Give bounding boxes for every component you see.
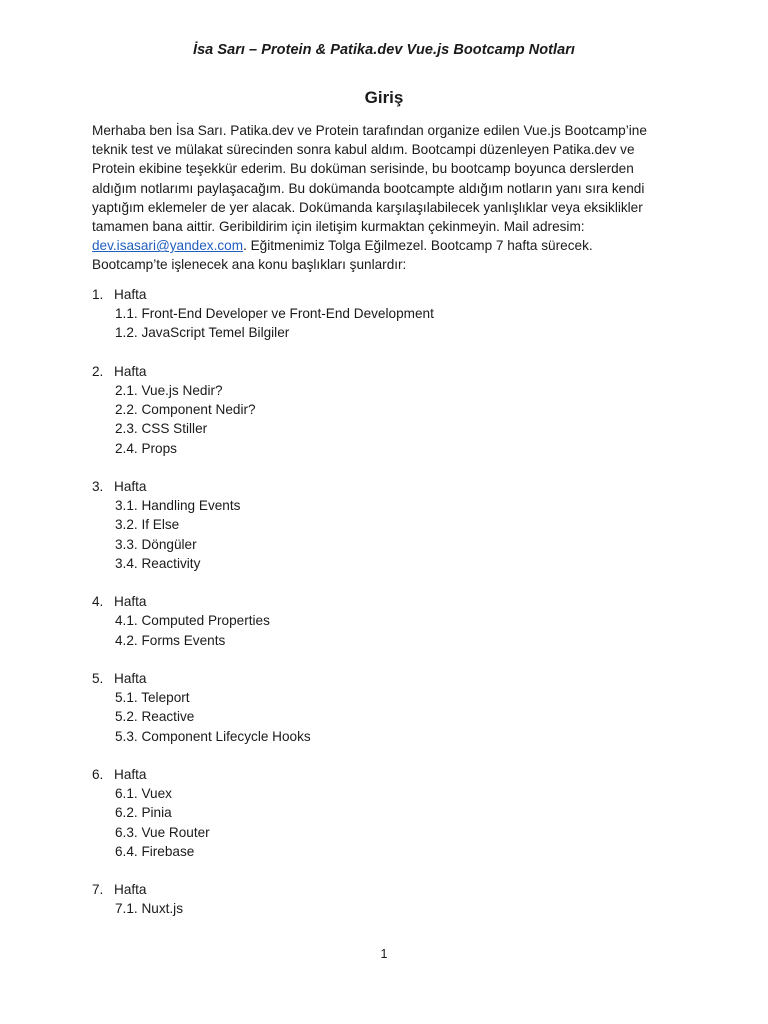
week-number: 3. [92, 479, 104, 494]
email-link[interactable]: dev.isasari@yandex.com [92, 238, 244, 254]
topic-item: 4.1. Computed Properties [115, 613, 270, 629]
topic-item: 6.4. Firebase [115, 843, 195, 859]
topic-item: 6.2. Pinia [115, 805, 172, 821]
week-number: 1. [92, 287, 104, 302]
week-heading [92, 362, 692, 381]
topic-item: 1.2. JavaScript Temel Bilgiler [115, 325, 290, 341]
week-number: 2. [92, 363, 104, 379]
topic-item: 3.4. Reactivity [115, 555, 201, 571]
topic-item: 6.3. Vue Router [115, 824, 210, 840]
topic-item: 5.3. Component Lifecycle Hooks [115, 728, 311, 744]
page-number: 1 [380, 947, 388, 961]
week-item [92, 285, 692, 343]
intro-line-email [92, 236, 692, 255]
intro-paragraph [92, 121, 692, 275]
week-label: Hafta [114, 287, 147, 302]
week-heading [92, 765, 692, 784]
intro-line: tamamen bana aittir. Geribildirim için iletişim kurmaktan çekinmeyin. Mail adresim: [92, 219, 585, 235]
topic-item: 2.2. Component Nedir? [115, 402, 256, 418]
week-heading [92, 880, 692, 899]
week-item [92, 880, 692, 918]
intro-line: Bootcamp’te işlenecek ana konu başlıkları şunlardır: [92, 257, 407, 273]
topic-item: 4.2. Forms Events [115, 632, 226, 648]
week-item [92, 477, 692, 573]
week-label: Hafta [114, 767, 147, 782]
week-label: Hafta [114, 479, 147, 494]
week-label: Hafta [114, 594, 147, 610]
section-title: Giriş [364, 88, 404, 107]
topic-item: 2.3. CSS Stiller [115, 421, 208, 437]
topic-list [92, 285, 692, 938]
intro-line: teknik test ve mülakat sürecinden sonra kabul aldım. Bootcampi düzenleyen Patika.dev ve [92, 142, 635, 158]
week-item [92, 592, 692, 650]
week-item [92, 362, 692, 458]
topic-item: 3.3. Döngüler [115, 536, 197, 552]
topic-item: 2.1. Vue.js Nedir? [115, 383, 223, 398]
topic-item: 5.2. Reactive [115, 709, 195, 725]
week-heading [92, 285, 692, 304]
week-item [92, 669, 692, 746]
intro-line: yaptığım eklemeler de yer alacak. Dokümanda karşılaşılabilecek yanlışlıklar veya eksiklikler [92, 199, 643, 215]
topic-item: 3.2. If Else [115, 517, 180, 533]
week-heading [92, 669, 692, 688]
intro-line: Protein ekibine teşekkür ederim. Bu doküman serisinde, bu bootcamp boyunca derslerden [92, 161, 634, 177]
week-label: Hafta [114, 671, 147, 686]
week-number: 5. [92, 671, 104, 686]
week-number: 4. [92, 594, 104, 610]
week-item [92, 765, 692, 861]
week-label: Hafta [114, 882, 147, 898]
topic-item: 5.1. Teleport [115, 690, 190, 706]
intro-line-rest: . Eğitmenimiz Tolga Eğilmezel. Bootcamp 7 hafta sürecek. [243, 238, 593, 254]
page-header: İsa Sarı – Protein & Patika.dev Vue.js Bootcamp Notları [192, 42, 576, 58]
topic-item: 2.4. Props [115, 440, 177, 456]
topic-item: 7.1. Nuxt.js [115, 901, 183, 917]
week-heading [92, 477, 692, 496]
topic-item: 6.1. Vuex [115, 786, 172, 802]
topic-item: 1.1. Front-End Developer ve Front-End Development [115, 306, 434, 322]
intro-line: Merhaba ben İsa Sarı. Patika.dev ve Protein tarafından organize edilen Vue.js Bootcamp’ine [92, 123, 647, 138]
week-number: 7. [92, 882, 104, 898]
intro-line: aldığım notlarımı paylaşacağım. Bu dokümanda bootcampte aldığım notların yanı sıra kendi [92, 180, 645, 196]
week-heading [92, 592, 692, 611]
week-number: 6. [92, 767, 104, 782]
week-label: Hafta [114, 363, 147, 379]
topic-item: 3.1. Handling Events [115, 498, 241, 514]
